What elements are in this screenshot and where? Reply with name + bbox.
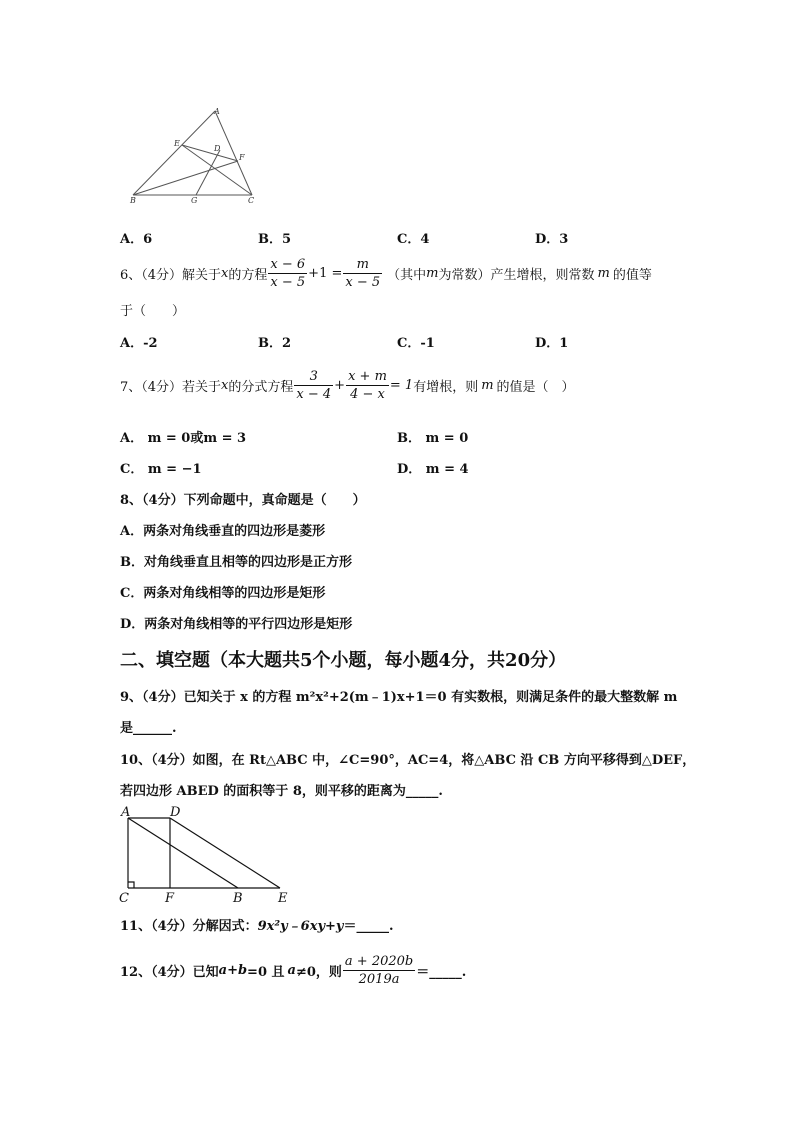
segment-de (170, 818, 280, 888)
q8-option-c[interactable]: C．两条对角线相等的四边形是矩形 (120, 586, 326, 601)
q6-prefix: 6、（4分）解关于 (120, 267, 222, 283)
q11-suffix: ＝_____. (343, 919, 394, 934)
q7-option-a[interactable]: A． m = 0或m = 3 (120, 431, 247, 446)
q6-suffix-c: 的值等 (612, 267, 652, 283)
label-c: C (119, 891, 129, 904)
q6-var-m2: m (597, 265, 610, 281)
q7-mid: 的分式方程 (228, 379, 294, 395)
q7-frac1-denominator: x − 4 (296, 386, 332, 402)
q6-option-c[interactable]: C．-1 (397, 336, 435, 351)
q6-fraction-1 (268, 257, 307, 290)
q6-frac2-numerator: m (343, 257, 382, 274)
label-a: A (121, 805, 131, 820)
segment-ab (128, 818, 238, 888)
q6-stem-line2: 于（ ） (120, 304, 186, 319)
q6-var-x: x (221, 265, 229, 281)
section-2-heading: 二、填空题（本大题共5个小题，每小题4分，共20分） (120, 650, 567, 671)
q12-cond1b: =0 且 (247, 964, 285, 980)
q6-option-d[interactable]: D．1 (535, 336, 569, 351)
label-e: E (174, 139, 180, 148)
label-d: D (170, 805, 181, 820)
q6-option-b[interactable]: B．2 (258, 336, 292, 351)
label-g: G (191, 196, 198, 205)
q7-frac2-denominator: 4 − x (350, 386, 385, 402)
q6-var-m: m (426, 265, 439, 281)
q9-stem-line2: 是______. (120, 721, 177, 736)
q7-suffix-a: 有增根，则 (413, 379, 479, 395)
label-a: A (214, 107, 220, 116)
q7-frac1-numerator: 3 (294, 369, 333, 386)
q8-option-d[interactable]: D．两条对角线相等的平行四边形是矩形 (120, 617, 353, 632)
q7-prefix: 7、（4分）若关于 (120, 379, 222, 395)
q12-suffix: ＝_____. (416, 964, 467, 980)
q7-stem (120, 366, 575, 404)
q10-stem-line1: 10、（4分）如图，在 Rt△ABC 中，∠C=90°，AC=4，将△ABC 沿 CB 方向平移得到△DEF， (120, 753, 696, 768)
q11-expression: 9x²y﹣6xy+y (257, 919, 344, 934)
q7-fraction-2 (346, 369, 389, 402)
q12-fraction (343, 954, 415, 987)
q7-option-b[interactable]: B． m = 0 (397, 431, 469, 446)
label-b: B (233, 891, 243, 904)
q8-stem: 8、（4分）下列命题中，真命题是（ ） (120, 493, 366, 508)
q6-frac1-denominator: x − 5 (270, 274, 306, 290)
q12-frac-denominator: 2019a (358, 971, 400, 987)
q7-plus: + (334, 377, 346, 393)
q6-stem (120, 254, 652, 292)
q7-equals: = 1 (389, 377, 414, 393)
q8-option-b[interactable]: B．对角线垂直且相等的四边形是正方形 (120, 555, 352, 570)
q6-suffix-b: 为常数）产生增根，则常数 (438, 267, 595, 283)
segment-dg (196, 150, 220, 195)
q12-cond1: a+b (218, 962, 248, 978)
label-d: D (214, 144, 221, 153)
q8-option-a[interactable]: A．两条对角线垂直的四边形是菱形 (120, 524, 326, 539)
q12-stem (120, 950, 466, 990)
q11-prefix: 11、（4分）分解因式： (120, 919, 258, 934)
q6-plus-one: +1 = (308, 265, 343, 281)
label-f: F (165, 891, 175, 904)
label-b: B (130, 196, 136, 205)
q7-var-m: m (481, 377, 494, 393)
q9-stem-line1: 9、（4分）已知关于 x 的方程 m²x²+2(m﹣1)x+1＝0 有实数根，则满足条件的最大整数解 m (120, 690, 678, 705)
label-c: C (248, 196, 255, 205)
q6-option-a[interactable]: A．-2 (120, 336, 158, 351)
q6-frac2-denominator: x − 5 (345, 274, 381, 290)
q7-option-c[interactable]: C． m = −1 (120, 462, 202, 477)
label-f: F (239, 153, 245, 162)
q5-option-c[interactable]: C．4 (397, 232, 430, 247)
right-angle-mark (128, 882, 134, 888)
q5-option-d[interactable]: D．3 (535, 232, 569, 247)
q12-cond2b: ≠0，则 (295, 964, 342, 980)
q5-option-a[interactable]: A．6 (120, 232, 153, 247)
q6-frac1-numerator: x − 6 (270, 256, 306, 272)
q12-prefix: 12、（4分）已知 (120, 964, 219, 980)
q12-cond2: a (287, 962, 296, 978)
translation-figure (118, 804, 298, 904)
q7-fraction-1 (294, 369, 333, 402)
q10-stem-line2: 若四边形 ABED 的面积等于 8，则平移的距离为_____. (120, 784, 443, 799)
q6-suffix-a: （其中 (387, 267, 427, 283)
q7-suffix-b: 的值是（ ） (496, 379, 575, 395)
q7-option-d[interactable]: D． m = 4 (397, 462, 469, 477)
segment-bf (133, 161, 238, 195)
q5-option-b[interactable]: B．5 (258, 232, 292, 247)
label-e: E (278, 891, 288, 904)
q7-var-x: x (221, 377, 229, 393)
q7-frac2-numerator: x + m (348, 368, 387, 384)
segment-ef (182, 145, 238, 161)
q6-fraction-2 (343, 257, 382, 290)
q11-stem (120, 915, 394, 934)
triangle-figure-1 (128, 106, 264, 206)
q6-mid: 的方程 (228, 267, 268, 283)
q12-frac-numerator: a + 2020b (344, 953, 414, 969)
